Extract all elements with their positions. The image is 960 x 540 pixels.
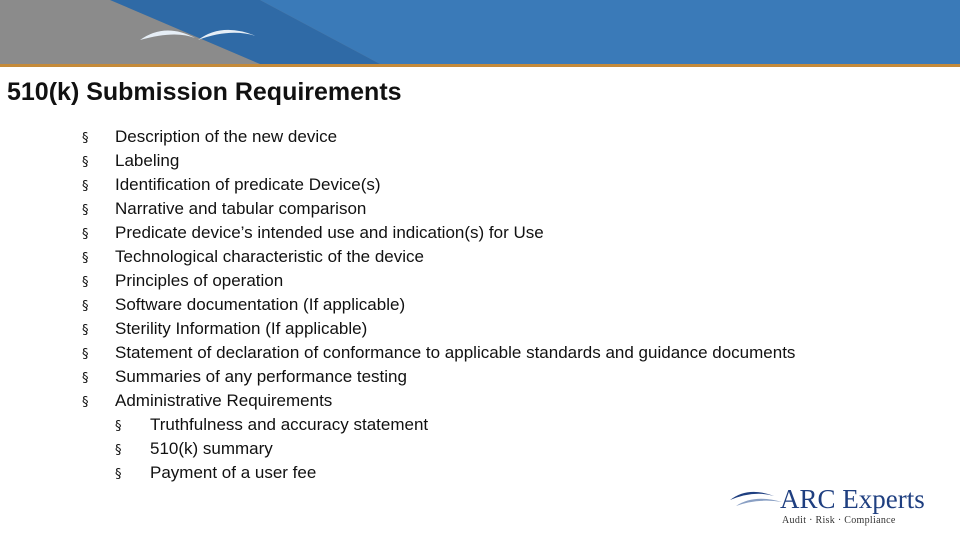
company-logo xyxy=(728,482,948,532)
list-item-text: 510(k) summary xyxy=(150,439,273,458)
list-item xyxy=(82,295,942,319)
sub-list-item xyxy=(115,415,960,439)
list-item-text: Identification of predicate Device(s) xyxy=(115,175,381,194)
bullet-icon: § xyxy=(82,275,89,290)
list-item-text: Sterility Information (If applicable) xyxy=(115,319,368,338)
logo-tagline: Audit · Risk · Compliance xyxy=(782,515,896,526)
list-item-text: Administrative Requirements xyxy=(115,391,333,410)
list-item-text: Technological characteristic of the device xyxy=(115,247,424,266)
bullet-icon: § xyxy=(115,467,122,482)
list-item xyxy=(82,391,942,415)
bullet-icon: § xyxy=(82,251,89,266)
list-item xyxy=(82,247,942,271)
list-item-text: Truthfulness and accuracy statement xyxy=(150,415,429,434)
list-item-text: Principles of operation xyxy=(115,271,284,290)
bullet-icon: § xyxy=(82,371,89,386)
swoosh-logo-icon xyxy=(728,486,784,512)
bullet-icon: § xyxy=(82,227,89,242)
bullet-icon: § xyxy=(82,131,89,146)
bullet-icon: § xyxy=(82,179,89,194)
list-item-text: Payment of a user fee xyxy=(150,463,317,482)
bullet-icon: § xyxy=(82,299,89,314)
bullet-icon: § xyxy=(82,155,89,170)
bullet-icon: § xyxy=(115,443,122,458)
list-item-text: Software documentation (If applicable) xyxy=(115,295,406,314)
bullet-icon: § xyxy=(82,203,89,218)
bullet-icon: § xyxy=(82,395,89,410)
list-item xyxy=(82,367,942,391)
list-item xyxy=(82,271,942,295)
list-item xyxy=(82,223,942,247)
list-item xyxy=(82,319,942,343)
logo-name: ARC Experts xyxy=(780,484,925,514)
list-item-text: Narrative and tabular comparison xyxy=(115,199,367,218)
bullet-icon: § xyxy=(82,347,89,362)
list-item xyxy=(82,127,942,151)
list-item xyxy=(82,343,942,367)
accent-line xyxy=(0,64,960,67)
header-decoration xyxy=(0,0,960,68)
list-item-text: Predicate device’s intended use and indication(s) for Use xyxy=(115,223,544,242)
list-item-text: Description of the new device xyxy=(115,127,338,146)
header-band xyxy=(0,0,960,68)
list-item-text: Labeling xyxy=(115,151,180,170)
list-item-text: Statement of declaration of conformance to applicable standards and guidance documents xyxy=(115,343,796,362)
list-item xyxy=(82,175,942,199)
list-item-text: Summaries of any performance testing xyxy=(115,367,407,386)
slide-title: 510(k) Submission Requirements xyxy=(7,78,402,106)
list-item xyxy=(82,199,942,223)
bullet-icon: § xyxy=(115,419,122,434)
list-item xyxy=(82,151,942,175)
sub-list-item xyxy=(115,439,960,463)
bullet-icon: § xyxy=(82,323,89,338)
